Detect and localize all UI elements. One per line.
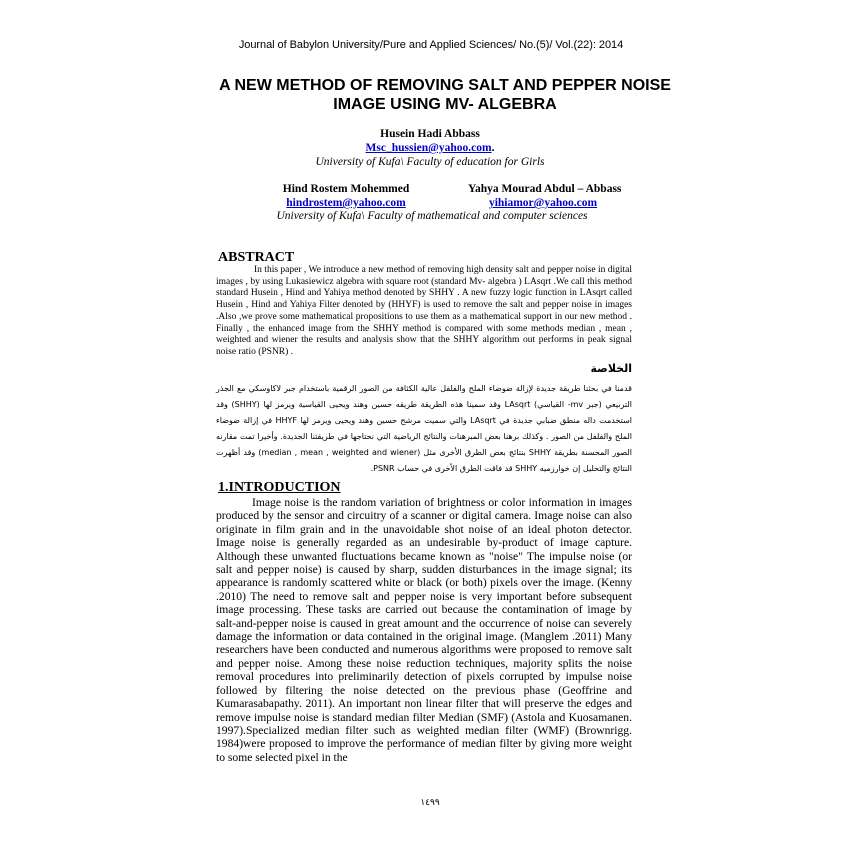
author-name: Yahya Mourad Abdul – Abbass — [468, 183, 622, 195]
paper-title: A NEW METHOD OF REMOVING SALT AND PEPPER NOISE IMAGE USING MV- ALGEBRA — [219, 77, 671, 113]
arabic-abstract-text: قدمنا في بحثنا طريقة جديدة لإزالة ضوضاء الملح والفلفل عالية الكثافة من الصور الرقمية باستخدام جبر لاكاوسكي مع الجذر التربيعي (جبر mv- القياسي) LAsqrt وقد سمينا هذه الطريقة طريقه حسين وهند ويحيى القياسية ويرمز لها (SHHY) وقد استخدمت داله منطق ضبابي جديدة في LAsqrt والتي سميت مرشح حسين وهند ويحيى ويرمز لها HHYF في إزالة ضوضاء الملح والفلفل من الصور . وكذلك برهنا بعض المبرهنات والنتائج الرياضية التي نحتاجها في طريقتنا الجديدة. وأخيرا تمت مقارنه الصور المحسنة بطريقة SHHY بنتائج بعض الطرق الأخرى مثل (median , mean , weighted and wiener) وقد أظهرت النتائج والتحليل إن خوارزميه SHHY قد فاقت الطرق الأخرى في حساب PSNR. — [216, 384, 633, 473]
arabic-abstract-heading: الخلاصة — [590, 362, 632, 375]
author-affiliation: University of Kufa\ Faculty of education for Girls — [315, 156, 545, 168]
author-1: Husein Hadi Abbass Msc_hussien@yahoo.com. University of Kufa\ Faculty of education for Girls — [287, 127, 573, 169]
author-email-link[interactable]: yihiamor@yahoo.com — [488, 197, 598, 209]
author-email-link[interactable]: Msc_hussien@yahoo.com — [365, 142, 492, 154]
author-3 — [468, 182, 622, 210]
journal-header: Journal of Babylon University/Pure and Applied Sciences/ No.(5)/ Vol.(22): 2014 — [238, 39, 624, 51]
page-number: ١٤٩٩ — [420, 798, 440, 808]
author-email-link[interactable]: hindrostem@yahoo.com — [286, 197, 406, 209]
introduction-text: Image noise is the random variation of brightness or color information in images produced by the sensor and circuitry of a scanner or digital camera. Image noise can also originate in film grain and in the unavoidable shot noise of an ideal photon detector. Image noise is generally regarded as an undesirable by-product of image capture. Although these unwanted fluctuations became known as "noise" The impulse noise (or salt and pepper noise) is caused by sharp, sudden disturbances in the image signal; its appearance is randomly scattered white or black (or both) pixels over the image. (Kenny .2010) The need to remove salt and pepper noise is very important before subsequent image processing. These tasks are carried out because the contamination of image by salt-and-pepper noise is caused in great amount and the occurrence of noise can severely damage the information or data contained in the original image. (Manglem .2011) Many researchers have been conducted and numerous algorithms were proposed to remove salt and pepper noise. Among these noise reduction techniques, majority splits the noise removal procedures into preliminarily detection of pixels corrupted by impulse noise followed by filtering the noise detected on the previous phase (Geoffrine and Kumarasabapathy. 2011). An important non linear filter that will preserve the edges and remove impulse noise is standard median filter Median (SMF) (Astola and Kuosamanen. 1997).Specialized median filter such as weighted median filter (WMF) (Brownrigg. 1984)were proposed to improve the performance of median filter by giving more weight to some selected pixel in the — [216, 496, 632, 764]
author-name: Hind Rostem Mohemmed — [282, 183, 410, 195]
abstract-text: In this paper , We introduce a new method of removing high density salt and pepper noise in digital images , by using Lukasiewicz algebra with square root (standard Mv- algebra ) LAsqrt .We call this method standard Husein , Hind and Yahiya method denoted by SHHY . A new fuzzy logic function in LAsqrt called Husein , Hind and Yahiya Filter denoted by (HHYF) is used to remove the salt and pepper noise in images .Also ,we prove some mathematical propositions to use them as a mathematical support in our new method . Finally , the enhanced image from the SHHY method is compared with some methods median , mean , weighted and wiener the results and analysis show that the SHHY algorithm out performs in peak signal noise ratio (PSNR) . — [216, 265, 632, 357]
shared-affiliation: University of Kufa\ Faculty of mathematical and computer sciences — [276, 210, 588, 222]
abstract-heading: ABSTRACT — [218, 250, 295, 265]
author-name: Husein Hadi Abbass — [380, 128, 480, 140]
author-2 — [264, 182, 428, 210]
introduction-heading: 1.INTRODUCTION — [218, 480, 341, 495]
